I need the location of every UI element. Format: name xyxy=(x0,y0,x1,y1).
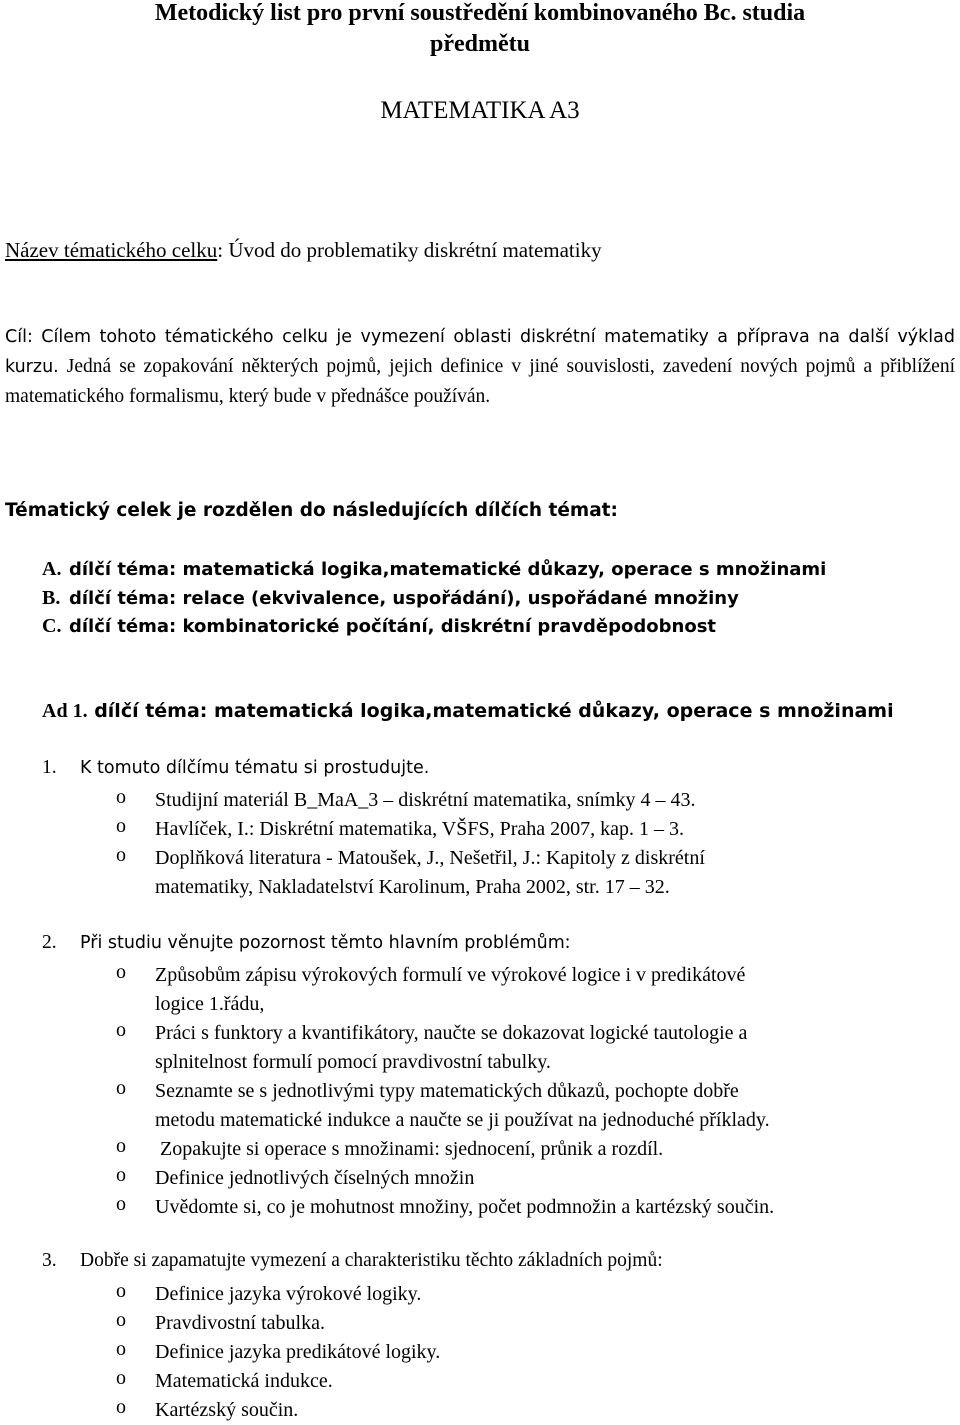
list-bullet: o xyxy=(116,786,126,808)
ad1-prefix: Ad 1. xyxy=(42,700,88,722)
document-title-line2: předmětu xyxy=(430,31,530,57)
list-bullet: o xyxy=(116,1193,126,1215)
list-bullet: o xyxy=(116,844,126,866)
goal-lead-text: Cíl: Cílem tohoto tématického celku je vymezení oblasti diskrétní matematiky a příprava na další výklad kurzu. xyxy=(5,327,955,377)
list-bullet: o xyxy=(116,961,126,983)
topic-a-letter: A. xyxy=(42,558,62,580)
problem-item-1 xyxy=(155,961,957,1019)
list-bullet: o xyxy=(116,1164,126,1186)
list-bullet: o xyxy=(116,1280,126,1302)
study-item-2: Havlíček, I.: Diskrétní matematika, VŠFS, Praha 2007, kap. 1 – 3. xyxy=(155,818,684,840)
concept-item-5: Kartézský součin. xyxy=(155,1399,299,1421)
topic-b-text: dílčí téma: relace (ekvivalence, uspořádání), uspořádané množiny xyxy=(69,588,739,609)
problem-item-2-line1: Práci s funktory a kvantifikátory, naučte se dokazovat logické tautologie a xyxy=(155,1022,748,1044)
concept-item-1: Definice jazyka výrokové logiky. xyxy=(155,1283,422,1305)
problem-item-4: Zopakujte si operace s množinami: sjednocení, průnik a rozdíl. xyxy=(155,1138,664,1160)
study-item-3-line1: Doplňková literatura - Matoušek, J., Nešetřil, J.: Kapitoly z diskrétní xyxy=(155,847,705,869)
point-2-heading xyxy=(42,932,570,954)
point-2-heading-text: Při studiu věnujte pozornost těmto hlavním problémům xyxy=(80,933,565,953)
problem-item-6: Uvědomte si, co je mohutnost množiny, počet podmnožin a kartézský součin. xyxy=(155,1196,775,1218)
study-item-3-line2: matematiky, Nakladatelství Karolinum, Praha 2002, str. 17 – 32. xyxy=(155,876,670,898)
list-bullet: o xyxy=(116,1135,126,1157)
concept-item-2: Pravdivostní tabulka. xyxy=(155,1312,325,1334)
problem-item-2-line2: splnitelnost formulí pomocí pravdivostní tabulky. xyxy=(155,1051,551,1073)
topic-b-letter: B. xyxy=(42,587,61,609)
topic-a xyxy=(42,558,826,581)
thematic-unit-label: Název tématického celku xyxy=(5,238,218,262)
problem-item-1-line2: logice 1.řádu, xyxy=(155,993,265,1015)
problem-item-1-line1: Způsobům zápisu výrokových formulí ve výrokové logice i v predikátové xyxy=(155,964,746,986)
subject-title: MATEMATIKA A3 xyxy=(380,97,580,124)
ad1-text: dílčí téma: matematická logika,matematické důkazy, operace s množinami xyxy=(87,700,894,722)
problem-item-3 xyxy=(155,1077,957,1135)
goal-paragraph xyxy=(5,322,955,411)
concept-item-4: Matematická indukce. xyxy=(155,1370,333,1392)
topic-c-letter: C. xyxy=(42,615,62,637)
point-2-number: 2. xyxy=(42,932,57,953)
study-item-3 xyxy=(155,844,705,902)
thematic-unit-name xyxy=(5,238,602,263)
point-3-heading-text: Dobře si zapamatujte vymezení a charakteristiku těchto základních pojmů: xyxy=(80,1250,663,1271)
division-heading: Tématický celek je rozdělen do následujících dílčích témat: xyxy=(5,500,618,521)
study-item-1: Studijní materiál B_MaA_3 – diskrétní matematika, snímky 4 – 43. xyxy=(155,789,696,811)
thematic-unit-value: Úvod do problematiky diskrétní matematiky xyxy=(223,238,602,262)
list-bullet: o xyxy=(116,1019,126,1041)
topic-a-text: dílčí téma: matematická logika,matematické důkazy, operace s množinami xyxy=(69,559,827,580)
list-bullet: o xyxy=(116,1309,126,1331)
point-1-heading xyxy=(42,757,429,779)
point-2-heading-colon: : xyxy=(564,932,571,953)
document-title-line1: Metodický list pro první soustředění kombinovaného Bc. studia xyxy=(154,0,806,26)
list-bullet: o xyxy=(116,1367,126,1389)
list-bullet: o xyxy=(116,815,126,837)
point-3-heading xyxy=(42,1250,663,1272)
topic-c xyxy=(42,615,716,638)
topic-b xyxy=(42,587,739,610)
topic-c-text: dílčí téma: kombinatorické počítání, diskrétní pravděpodobnost xyxy=(69,616,717,637)
point-1-heading-text: K tomuto dílčímu tématu si prostudujte. xyxy=(80,758,430,778)
point-3-number: 3. xyxy=(42,1250,57,1271)
point-1-number: 1. xyxy=(42,757,57,778)
thematic-unit-colon: : xyxy=(217,238,224,262)
problem-item-3-line2: metodu matematické indukce a naučte se ji používat na jednoduché příklady. xyxy=(155,1109,770,1131)
list-bullet: o xyxy=(116,1077,126,1099)
problem-item-2 xyxy=(155,1019,957,1077)
list-bullet: o xyxy=(116,1338,126,1360)
goal-rest-text: Jedná se zopakování některých pojmů, jejich definice v jiné souvislosti, zavedení nových pojmů a přiblížení matematického formalismu, který bude v přednášce používán. xyxy=(5,356,955,407)
ad1-heading xyxy=(42,700,894,723)
problem-item-5: Definice jednotlivých číselných množin xyxy=(155,1167,475,1189)
problem-item-3-line1: Seznamte se s jednotlivými typy matematických důkazů, pochopte dobře xyxy=(155,1080,739,1102)
list-bullet: o xyxy=(116,1396,126,1418)
concept-item-3: Definice jazyka predikátové logiky. xyxy=(155,1341,441,1363)
